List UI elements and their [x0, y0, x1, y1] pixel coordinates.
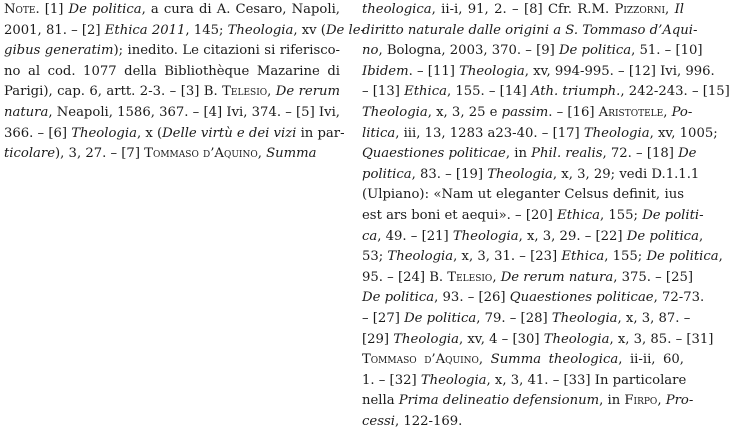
work-title: De rerum	[275, 84, 341, 100]
note-text: , 49. – [21]	[377, 228, 453, 244]
note-text: nella	[362, 393, 399, 409]
note-line	[4, 124, 345, 145]
note-text: , 72-73.	[653, 290, 705, 306]
work-title: Quaestiones politicae	[509, 290, 654, 306]
work-title: De	[678, 146, 697, 162]
note-text: ,	[478, 352, 491, 368]
work-title: Theologia	[551, 310, 618, 326]
note-text: no al cod. 1077 della Bibliothèque Mazarine di	[4, 63, 340, 79]
note-text: – [27]	[362, 310, 405, 326]
note-text: , xv, 1005;	[649, 125, 718, 141]
note-text: , x, 3, 29. – [22]	[518, 228, 627, 244]
author-name: Telesio	[447, 269, 493, 285]
note-line	[4, 82, 340, 103]
note-line	[362, 165, 700, 186]
note-line	[4, 103, 340, 124]
work-title: Ethica	[557, 207, 600, 223]
note-text: – [13]	[362, 84, 405, 100]
work-title: Theologia	[387, 249, 454, 265]
note-line	[362, 268, 693, 289]
note-text: , xv (	[293, 22, 326, 38]
note-line	[362, 371, 687, 392]
note-text: ,	[492, 269, 501, 285]
work-title: Pro-	[665, 393, 694, 409]
note-text: , xv, 994-995. – [12] Ivi, 996.	[524, 63, 715, 79]
work-title: Theologia	[420, 372, 487, 388]
work-title: politica	[362, 166, 412, 182]
work-title: Ibidem	[362, 63, 409, 79]
work-title: Summa	[266, 146, 317, 162]
work-title: theologica	[362, 2, 432, 17]
work-title: Prima delineatio defensionum	[398, 393, 600, 409]
note-text: , Neapoli, 1586, 367. – [4] Ivi, 374. – [5] Ivi,	[48, 104, 340, 120]
note-line	[362, 82, 730, 103]
work-title: Ethica	[404, 84, 447, 100]
note-text: , 93. – [26]	[434, 290, 510, 306]
work-title: De politica	[68, 2, 142, 17]
author-name: Aristotele	[598, 104, 664, 120]
work-title: natura	[4, 104, 49, 120]
author-name: Firpo	[624, 393, 658, 409]
work-title: ticolare	[4, 146, 56, 162]
note-text: , in	[599, 393, 625, 409]
note-text: Parigi), cap. 6, artt. 2-3. – [3] B.	[4, 84, 223, 100]
note-text: 366. – [6]	[4, 125, 72, 141]
work-title: Theologia	[543, 331, 610, 347]
work-title: Theologia	[487, 166, 553, 182]
note-text: ,	[698, 228, 704, 244]
note-text: ), 3, 27. – [7]	[55, 146, 145, 162]
note-line	[362, 227, 704, 248]
work-title: De politi-	[642, 207, 704, 223]
note-line	[362, 391, 694, 412]
work-title: Delle virtù e dei vizi	[162, 125, 297, 141]
note-line	[4, 144, 340, 165]
work-title: diritto naturale dalle origini a S. Tommaso d’Aqui-	[362, 22, 698, 38]
work-title: De politica	[558, 43, 632, 59]
note-text: , 155. – [14]	[446, 84, 531, 100]
note-text: , xv, 4 – [30]	[458, 331, 544, 347]
work-title: Summa theologica	[490, 352, 619, 368]
note-text: , 145;	[185, 22, 228, 38]
note-line	[4, 62, 340, 83]
work-title: Po-	[671, 104, 693, 120]
note-text: [29]	[362, 331, 394, 347]
note-text: , ii-ii, 60,	[618, 352, 684, 368]
note-text: in par-	[296, 125, 345, 141]
work-title: Theologia	[583, 125, 650, 141]
note-line	[362, 0, 684, 21]
author-name: Note.	[4, 2, 40, 17]
note-text: , x, 3, 87. –	[617, 310, 691, 326]
note-line	[4, 21, 366, 42]
work-title: De le-	[325, 22, 366, 38]
note-text: , in	[505, 146, 532, 162]
work-title: cessi	[362, 413, 395, 429]
note-text: , 242-243. – [15]	[620, 84, 730, 100]
work-title: litica	[362, 125, 396, 141]
author-name: Tommaso d’Aquino	[144, 146, 258, 162]
note-text: , x, 3, 85. – [31]	[609, 331, 714, 347]
author-name: Telesio	[222, 84, 268, 100]
note-line	[362, 21, 698, 42]
note-line	[362, 144, 697, 165]
note-text: 53;	[362, 249, 388, 265]
note-line	[362, 288, 705, 309]
note-text: , ii-i, 91, 2. – [8] Cfr. R.M.	[431, 2, 615, 17]
author-name: Pizzorni	[614, 2, 666, 17]
note-text: , 51. – [10]	[631, 43, 703, 59]
note-line	[362, 103, 693, 124]
note-text: 1. – [32]	[362, 372, 421, 388]
note-line	[4, 0, 340, 21]
note-text: ); inedito. Le citazioni si riferisco-	[113, 43, 340, 59]
note-text: , 155;	[599, 207, 643, 223]
note-text: , 155;	[604, 249, 647, 265]
note-text: , x (	[136, 125, 163, 141]
note-text: , x, 3, 29; vedi D.1.1.1	[552, 166, 700, 182]
note-text: ,	[663, 104, 672, 120]
note-line	[362, 41, 703, 62]
work-title: Ethica 2011	[104, 22, 186, 38]
work-title: De politica	[646, 249, 719, 265]
work-title: Theologia	[393, 331, 459, 347]
work-title: gibus generatim	[4, 43, 114, 59]
note-line	[362, 124, 718, 145]
note-line	[362, 247, 723, 268]
work-title: De rerum natura	[500, 269, 614, 285]
note-line	[362, 185, 684, 206]
note-text: , x, 3, 41. – [33] In particolare	[486, 372, 687, 388]
note-text: ,	[665, 2, 675, 17]
note-text: 2001, 81. – [2]	[4, 22, 105, 38]
note-line	[362, 309, 691, 330]
work-title: Theologia	[459, 63, 525, 79]
note-line	[362, 62, 715, 83]
note-line	[362, 412, 684, 432]
note-line	[4, 41, 340, 62]
work-title: De politica	[626, 228, 699, 244]
note-text: est ars boni et aequi». – [20]	[362, 207, 558, 223]
note-line	[362, 206, 704, 227]
note-text: . – [11]	[408, 63, 460, 79]
work-title: Theologia	[362, 104, 428, 120]
note-text: , a cura di A. Cesaro, Napoli,	[141, 2, 340, 17]
work-title: Ath. triumph.	[530, 84, 621, 100]
note-text: , iii, 13, 1283 a23-40. – [17]	[395, 125, 584, 141]
note-text: ,	[657, 393, 666, 409]
work-title: Theologia	[227, 22, 294, 38]
note-text: (Ulpiano): «Nam ut eleganter Celsus definit, ius	[362, 187, 684, 203]
note-text: , 375. – [25]	[613, 269, 693, 285]
work-title: Phil. realis	[531, 146, 603, 162]
author-name: Tommaso d’Aquino	[362, 352, 479, 368]
note-text: , 83. – [19]	[411, 166, 488, 182]
note-line	[362, 350, 684, 371]
note-text: , x, 3, 31. – [23]	[453, 249, 562, 265]
note-text: [1]	[39, 2, 69, 17]
note-text: ,	[267, 84, 276, 100]
note-text: ,	[257, 146, 267, 162]
notes-column-right	[362, 0, 730, 432]
work-title: passim	[501, 104, 549, 120]
note-text: 95. – [24] B.	[362, 269, 448, 285]
work-title: Theologia	[71, 125, 137, 141]
work-title: De politica	[362, 290, 435, 306]
work-title: no	[362, 43, 379, 59]
work-title: Ethica	[561, 249, 605, 265]
note-text: . – [16]	[548, 104, 599, 120]
note-text: , Bologna, 2003, 370. – [9]	[378, 43, 559, 59]
note-text: , 72. – [18]	[602, 146, 679, 162]
work-title: ca	[362, 228, 378, 244]
work-title: Il	[674, 2, 684, 17]
note-text: , 79. – [28]	[476, 310, 552, 326]
note-text: , x, 3, 25 e	[427, 104, 502, 120]
note-line	[362, 330, 714, 351]
work-title: De politica	[404, 310, 477, 326]
work-title: Quaestiones politicae	[362, 146, 506, 162]
note-text: ,	[718, 249, 723, 265]
notes-column-left	[4, 0, 366, 165]
work-title: Theologia	[452, 228, 519, 244]
note-text: , 122-169.	[394, 413, 463, 429]
